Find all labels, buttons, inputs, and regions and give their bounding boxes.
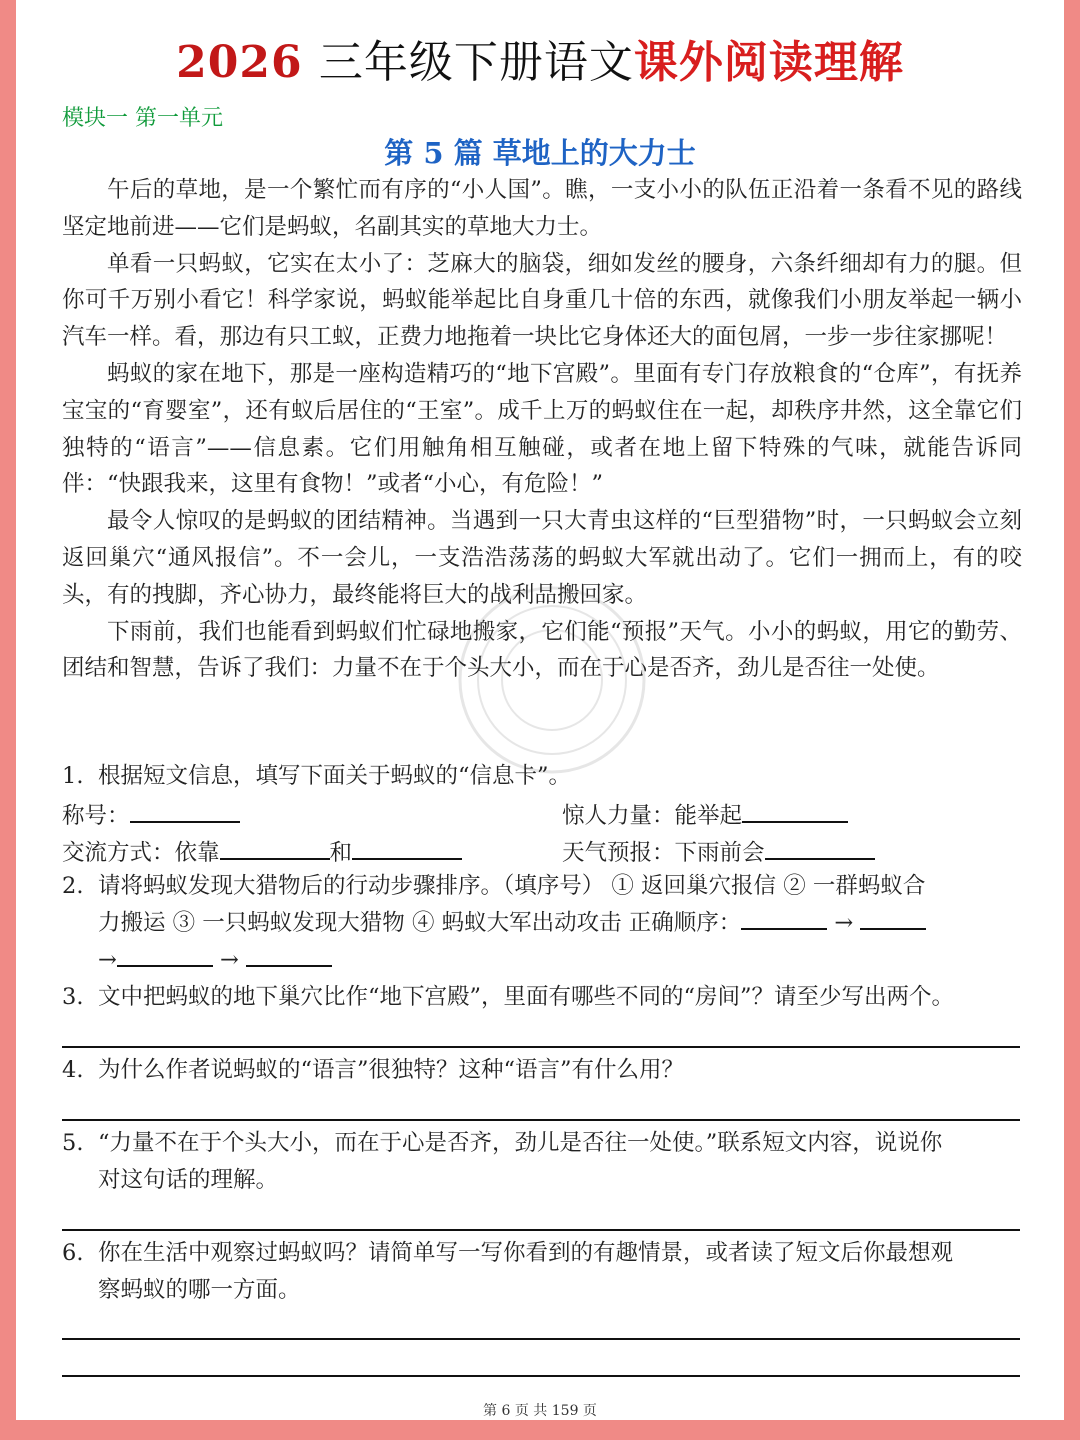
question-6 (62, 1235, 1024, 1309)
info-card-weather (562, 835, 875, 867)
question-4 (62, 1052, 1024, 1089)
page-title (16, 26, 1064, 90)
question-text-line-2: 力搬运 ③ 一只蚂蚁发现大猎物 ④ 蚂蚁大军出动攻击 正确顺序： (98, 909, 742, 936)
module-label: 模块一 第一单元 (62, 106, 223, 131)
title-grade-subject: 三年级下册语文 (318, 37, 634, 88)
info-card-nickname (62, 798, 240, 830)
question-text: 为什么作者说蚂蚁的“语言”很独特？这种“语言”有什么用？ (98, 1057, 685, 1083)
power-blank[interactable] (742, 799, 848, 823)
order-blank-2[interactable] (860, 906, 926, 930)
question-text-line-1: “力量不在于个头大小，而在于心是否齐，劲儿是否往一处使。”联系短文内容，说说你 (98, 1130, 943, 1156)
article-paragraph: 蚂蚁的家在地下，那是一座构造精巧的“地下宫殿”。里面有专门存放粮食的“仓库”，有抚养宝宝的“育婴室”，还有蚁后居住的“王室”。成千上万的蚂蚁住在一起，却秩序井然，这全靠它们独特的“语言”——信息素。它们用触角相互触碰，或者在地上留下特殊的气味，就能告诉同伴：“快跟我来，这里有食物！”或者“小心，有危险！” (62, 360, 1022, 498)
communication-blank-2[interactable] (352, 836, 462, 860)
answer-line[interactable] (62, 1338, 1020, 1340)
question-5 (62, 1125, 1024, 1199)
answer-line[interactable] (62, 1046, 1020, 1048)
info-card-power (562, 798, 848, 830)
answer-line[interactable] (62, 1375, 1020, 1377)
weather-blank[interactable] (765, 836, 875, 860)
article-title: 第 5 篇 草地上的大力士 (384, 136, 696, 170)
order-blank-3[interactable] (117, 943, 213, 967)
question-text-line-1: 你在生活中观察过蚂蚁吗？请简单写一写你看到的有趣情景，或者读了短文后你最想观 (98, 1240, 954, 1266)
communication-blank-1[interactable] (220, 836, 330, 860)
nickname-blank[interactable] (130, 799, 240, 823)
question-text-line-1: 请将蚂蚁发现大猎物后的行动步骤排序。（填序号） ① 返回巢穴报信 ② 一群蚂蚁合 (98, 873, 926, 899)
order-arrow: → (834, 909, 854, 936)
article-paragraph: 午后的草地，是一个繁忙而有序的“小人国”。瞧，一支小小的队伍正沿着一条看不见的路线坚定地前进——它们是蚂蚁，名副其实的草地大力士。 (62, 177, 1022, 240)
article-paragraph: 下雨前，我们也能看到蚂蚁们忙碌地搬家，它们能“预报”天气。小小的蚂蚁，用它的勤劳、团结和智慧，告诉了我们：力量不在于个头大小，而在于心是否齐，劲儿是否往一处使。 (62, 618, 1022, 682)
worksheet-page (16, 0, 1064, 1420)
order-blank-1[interactable] (741, 906, 827, 930)
communication-label: 交流方式：依靠 (62, 840, 220, 866)
weather-label: 天气预报：下雨前会 (562, 840, 765, 866)
question-number: 1. (62, 763, 84, 789)
question-1 (62, 758, 1024, 795)
question-text-line-2: 察蚂蚁的哪一方面。 (98, 1276, 301, 1303)
title-topic: 课外阅读理解 (633, 37, 904, 88)
title-year: 2026 (176, 37, 303, 88)
question-number: 6. (62, 1240, 84, 1266)
order-arrow: → (220, 946, 239, 973)
question-text: 文中把蚂蚁的地下巢穴比作“地下宫殿”，里面有哪些不同的“房间”？请至少写出两个。 (98, 984, 955, 1010)
nickname-label: 称号： (62, 803, 130, 829)
order-blank-4[interactable] (246, 943, 332, 967)
and-label: 和 (329, 840, 353, 866)
question-number: 3. (62, 984, 84, 1010)
info-card-communication (62, 835, 462, 867)
question-2 (62, 868, 1024, 978)
answer-line[interactable] (62, 1119, 1020, 1121)
question-number: 5. (62, 1130, 84, 1156)
question-number: 2. (62, 873, 84, 899)
article-paragraph: 单看一只蚂蚁，它实在太小了：芝麻大的脑袋，细如发丝的腰身，六条纤细却有力的腿。但你可千万别小看它！科学家说，蚂蚁能举起比自身重几十倍的东西，就像我们小朋友举起一辆小汽车一样。看，那边有只工蚁，正费力地拖着一块比它身体还大的面包屑，一步一步往家挪呢！ (62, 250, 1022, 351)
question-text: 根据短文信息，填写下面关于蚂蚁的“信息卡”。 (98, 763, 572, 789)
question-3 (62, 979, 1024, 1016)
article-paragraph: 最令人惊叹的是蚂蚁的团结精神。当遇到一只大青虫这样的“巨型猎物”时，一只蚂蚁会立刻返回巢穴“通风报信”。不一会儿，一支浩浩荡荡的蚂蚁大军就出动了。它们一拥而上，有的咬头，有的拽脚，齐心协力，最终能将巨大的战利品搬回家。 (62, 508, 1022, 608)
power-label: 惊人力量：能举起 (562, 803, 743, 829)
page-number: 第 6 页 共 159 页 (483, 1403, 597, 1419)
article-body (62, 172, 1022, 687)
answer-line[interactable] (62, 1229, 1020, 1231)
question-text-line-2: 对这句话的理解。 (98, 1166, 279, 1193)
order-arrow: → (98, 946, 117, 973)
question-number: 4. (62, 1057, 84, 1083)
